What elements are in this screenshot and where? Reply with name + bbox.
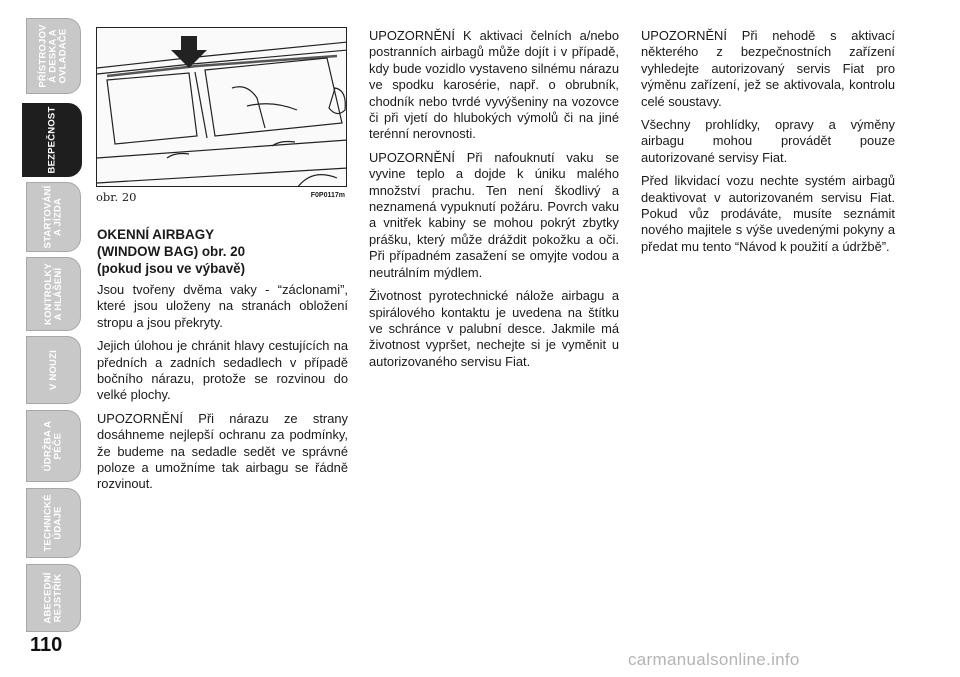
paragraph: Jejich úlohou je chránit hlavy cestujících na předních a zadních sedadlech v případě bočního nárazu, protože se rozvinou do velké plochy.	[97, 338, 348, 403]
van-side-window-icon	[97, 28, 347, 187]
paragraph: UPOZORNĚNÍ K aktivaci čelních a/nebo postranních airbagů může dojít i v případě, kdy bude vozidlo vystaveno silnému nárazu ve spodku karosérie, např. o obrubník, chodník nebo tvrdé vyvýšeniny na vozovce či při vjetí do hlubokých výmolů či na jiné terénní nerovnosti.	[369, 28, 619, 142]
heading-line-2: (WINDOW BAG) obr. 20	[97, 244, 246, 259]
paragraph: Před likvidací vozu nechte systém airbagů deaktivovat v autorizovaném servisu Fiat. Pokud vůz prodáváte, musíte seznámit nového majitele s výše uvedenými pokyny a předat mu tento “Návod k použití a údržbě”.	[641, 173, 895, 254]
heading-line-1: OKENNÍ AIRBAGY	[97, 227, 215, 242]
paragraph: Jsou tvořeny dvěma vaky - “záclonami”, které jsou uloženy na stranách obložení stropu a jsou překryty.	[97, 282, 348, 330]
tab-label: KONTROLKY A HLÁŠENÍ	[42, 263, 64, 325]
text-column-2	[369, 28, 619, 377]
text-column-3	[641, 28, 895, 262]
paragraph: UPOZORNĚNÍ Při nárazu ze strany dosáhneme nejlepší ochranu za podmínky, že budeme na sedadle sedět ve správné poloze a umožníme tak airbagu se řádně rozvinout.	[97, 410, 348, 492]
figure-label: obr. 20	[96, 190, 137, 204]
tab-label: V NOUZI	[47, 350, 59, 390]
figure-code: F0P0117m	[310, 192, 345, 199]
tab-pristrojova-deska[interactable]	[26, 18, 81, 94]
tab-abecedni-rejstrik[interactable]	[26, 564, 81, 632]
text-column-1	[97, 226, 348, 500]
tab-label: PŘÍSTROJOV Á DESKA A OVLADAČE	[37, 24, 69, 88]
page-number: 110	[30, 634, 63, 656]
paragraph: UPOZORNĚNÍ Při nafouknutí vaku se vyvine teplo a dojde k úniku malého množství prachu. Ten není škodlivý a neznamená vypuknutí požáru. Povrch vaku a vnitřek kabiny se mohou pokrýt zbytky prášku, který může dráždit pokožku a oči. Při případném zasažení se omyjte vodou a neutrálním mýdlem.	[369, 149, 619, 280]
tab-udrzba[interactable]	[26, 410, 81, 482]
tab-label: BEZPEČNOST	[46, 106, 57, 174]
tab-label: ÚDRŽBA A PÉČE	[42, 420, 64, 472]
tab-label: STARTOVÁNÍ A JÍZDA	[42, 185, 64, 249]
tab-technicke-udaje[interactable]	[26, 488, 81, 558]
paragraph: Všechny prohlídky, opravy a výměny airbagu mohou provádět pouze autorizované servisy Fiat.	[641, 117, 895, 165]
vehicle-illustration	[96, 27, 347, 187]
tab-kontrolky[interactable]	[26, 257, 81, 331]
tab-startovani[interactable]	[26, 182, 81, 252]
heading-line-3: (pokud jsou ve výbavě)	[97, 261, 246, 276]
paragraph: Životnost pyrotechnické nálože airbagu a spirálového kontaktu je uvedena na štítku ve schránce v palubní desce. Jakmile má životnost vypršet, nechejte si je vyměnit u autorizovaného servisu Fiat.	[369, 288, 619, 369]
tab-label: ABECEDNÍ REJSTŘÍK	[42, 572, 64, 624]
tab-v-nouzi[interactable]	[26, 336, 81, 404]
section-tabs	[0, 0, 82, 640]
section-heading	[97, 226, 348, 277]
watermark: carmanualsonline.info	[628, 650, 800, 669]
tab-label: TECHNICKÉ ÚDAJE	[42, 494, 64, 552]
paragraph: UPOZORNĚNÍ Při nehodě s aktivací některého z bezpečnostních zařízení vyhledejte autorizovaný servis Fiat pro výměnu zařízení, jež se aktivovala, kontrolu celé soustavy.	[641, 28, 895, 109]
tab-bezpecnost[interactable]	[22, 103, 82, 177]
figure-caption	[96, 190, 347, 204]
